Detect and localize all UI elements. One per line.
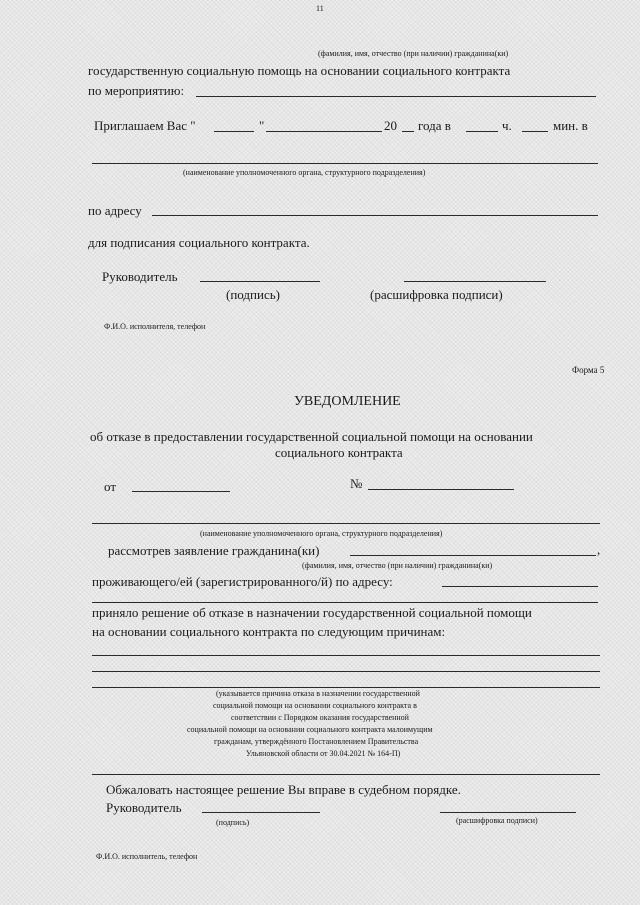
purpose-text: для подписания социального контракта.	[88, 235, 310, 250]
reason-caption-5: гражданам, утверждённого Постановлением Правительства	[214, 737, 419, 746]
invite-year-suffix: года в	[418, 118, 451, 133]
appeal-text: Обжаловать настоящее решение Вы вправе в судебном порядке.	[106, 782, 461, 797]
residing-line	[442, 586, 598, 587]
fio-caption-form5: (фамилия, имя, отчество (при наличии) гражданина(ки)	[302, 561, 493, 570]
executor-top: Ф.И.О. исполнителя, телефон	[104, 322, 206, 331]
reason-line-2	[92, 671, 600, 672]
signature-caption-top: (подпись)	[226, 287, 280, 302]
reason-caption-6: Ульяновской области от 30.04.2021 № 164-П)	[246, 749, 401, 758]
reason-line-3	[92, 687, 600, 688]
invite-quote: "	[259, 118, 265, 133]
org-line-top	[92, 163, 598, 164]
applicant-line	[350, 555, 596, 556]
org-caption-top: (наименование уполномоченного органа, структурного подразделения)	[183, 168, 426, 177]
page-number: 11	[316, 4, 324, 13]
decode-caption-form5: (расшифровка подписи)	[456, 816, 538, 825]
invite-day-line	[214, 131, 254, 132]
reason-caption-4: социальной помощи на основании социального контракта малоимущим	[187, 725, 433, 734]
number-label: №	[350, 476, 363, 491]
address-line-top	[152, 215, 598, 216]
decode-caption-top: (расшифровка подписи)	[370, 287, 503, 302]
invite-minutes: мин. в	[553, 118, 588, 133]
comma: ,	[597, 542, 601, 557]
reason-line-1	[92, 655, 600, 656]
from-label: от	[104, 479, 117, 494]
reason-caption-3: соответствии с Порядком оказания государственной	[231, 713, 409, 722]
reason-caption-2: социальной помощи на основании социального контракта в	[213, 701, 417, 710]
text-line-2: по мероприятию:	[88, 83, 185, 98]
signature-line-form5	[202, 812, 320, 813]
invite-hours: ч.	[502, 118, 512, 133]
date-line	[132, 491, 230, 492]
residing-text: проживающего/ей (зарегистрированного/й) по адресу:	[92, 574, 393, 589]
decode-line-form5	[440, 812, 576, 813]
form-label: Форма 5	[572, 365, 605, 375]
notice-title: УВЕДОМЛЕНИЕ	[294, 394, 401, 409]
invite-prefix: Приглашаем Вас "	[94, 118, 196, 133]
fio-caption-top: (фамилия, имя, отчество (при наличии) гражданина(ки)	[318, 49, 509, 58]
decision-line-1: приняло решение об отказе в назначении государственной социальной помощи	[92, 605, 532, 620]
decision-line-2: на основании социального контракта по следующим причинам:	[92, 624, 446, 639]
activity-line	[196, 96, 596, 97]
decode-line-top	[404, 281, 546, 282]
signature-caption-form5: (подпись)	[216, 818, 250, 827]
text-line-1: государственную социальную помощь на основании социального контракта	[88, 63, 511, 78]
invite-hours-line	[466, 131, 498, 132]
org-caption-form5: (наименование уполномоченного органа, структурного подразделения)	[200, 529, 443, 538]
number-line	[368, 489, 514, 490]
reason-line-4	[92, 774, 600, 775]
reason-caption-1: (указывается причина отказа в назначении государственной	[216, 689, 420, 698]
invite-minutes-line	[522, 131, 548, 132]
address-line-form5	[92, 602, 598, 603]
notice-subtitle-2: социального контракта	[275, 445, 403, 460]
invite-year-line	[402, 131, 414, 132]
org-line-form5	[92, 523, 600, 524]
head-label-top: Руководитель	[102, 269, 178, 284]
executor-form5: Ф.И.О. исполнитель, телефон	[96, 852, 198, 861]
considered-text: рассмотрев заявление гражданина(ки)	[108, 543, 320, 558]
notice-subtitle-1: об отказе в предоставлении государственной социальной помощи на основании	[90, 429, 533, 444]
invite-year: 20	[384, 118, 397, 133]
invite-month-line	[266, 131, 382, 132]
address-label-top: по адресу	[88, 203, 142, 218]
signature-line-top	[200, 281, 320, 282]
head-label-form5: Руководитель	[106, 800, 182, 815]
